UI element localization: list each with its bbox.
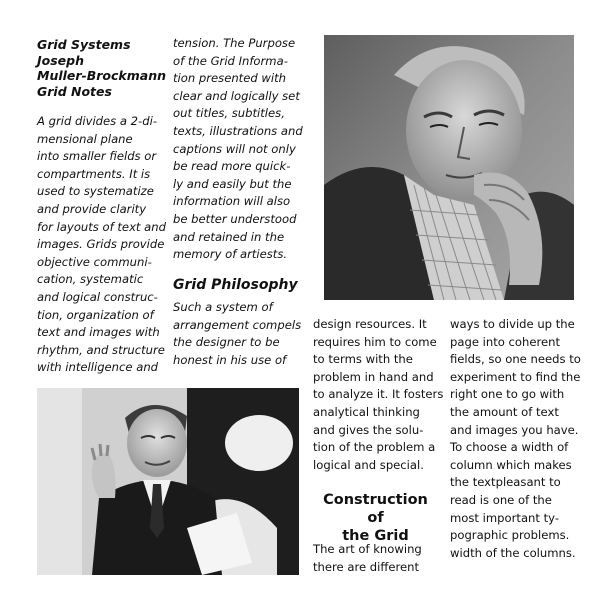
text-line: arrangement compels xyxy=(173,317,302,332)
text-line: most important ty- xyxy=(450,510,560,525)
text-line: to terms with the xyxy=(313,352,413,367)
text-line: requires him to come xyxy=(313,334,437,349)
column-2-text xyxy=(173,35,308,264)
text-line: and logical construc- xyxy=(37,289,158,304)
text-line: memory of artiests. xyxy=(173,247,288,262)
text-line: captions will not only xyxy=(173,141,296,156)
text-line: The art of knowing xyxy=(313,542,422,556)
text-line: and provide clarity xyxy=(37,201,147,216)
text-line: with intelligence and xyxy=(37,360,159,375)
text-line: of the Grid Informa- xyxy=(173,53,288,68)
grid-philosophy-heading: Grid Philosophy xyxy=(173,277,298,293)
title-line: Grid Notes xyxy=(37,83,112,99)
heading-line: Construction of xyxy=(323,492,428,526)
text-line: design resources. It xyxy=(313,317,427,331)
text-line: honest in his use of xyxy=(173,352,287,367)
text-line: read is one of the xyxy=(450,492,552,507)
text-line: experiment to find the xyxy=(450,369,581,384)
column-3-text xyxy=(313,316,453,474)
text-line: A grid divides a 2-di- xyxy=(37,114,158,128)
text-line: the designer to be xyxy=(173,335,280,350)
text-line: logical and special. xyxy=(313,457,424,472)
construction-heading xyxy=(313,491,438,545)
text-line: width of the columns. xyxy=(450,545,576,560)
text-line: tension. The Purpose xyxy=(173,36,296,50)
text-line: cation, systematic xyxy=(37,272,144,287)
title-line: Grid Systems xyxy=(37,37,131,52)
text-line: to analyze it. It fosters xyxy=(313,387,444,402)
text-line: for layouts of text and xyxy=(37,219,166,234)
text-line: ways to divide up the xyxy=(450,317,575,331)
text-line: and retained in the xyxy=(173,229,285,244)
title-line: Joseph xyxy=(37,52,85,68)
title-block xyxy=(37,37,167,99)
column-3-text-continued xyxy=(313,541,453,576)
text-line: analytical thinking xyxy=(313,404,420,419)
portrait-photo-bottom xyxy=(37,388,299,575)
text-line: text and images with xyxy=(37,325,160,340)
text-line: ly and easily but the xyxy=(173,176,292,191)
text-line: Such a system of xyxy=(173,300,273,314)
text-line: problem in hand and xyxy=(313,369,434,384)
column-1-text xyxy=(37,113,167,377)
text-line: right one to go with xyxy=(450,387,565,402)
text-line: compartments. It is xyxy=(37,166,151,181)
text-line: page into coherent xyxy=(450,334,561,349)
text-line: mensional plane xyxy=(37,131,133,146)
text-line: the textpleasant to xyxy=(450,475,561,490)
column-4-text xyxy=(450,316,585,562)
text-line: information will also xyxy=(173,194,291,209)
text-line: out titles, subtitles, xyxy=(173,106,285,121)
text-line: and gives the solu- xyxy=(313,422,424,437)
text-line: tion presented with xyxy=(173,71,286,86)
text-line: column which makes xyxy=(450,457,572,472)
text-line: be read more quick- xyxy=(173,159,291,174)
text-line: be better understood xyxy=(173,211,297,226)
text-line: there are different xyxy=(313,559,420,574)
text-line: into smaller fields or xyxy=(37,149,157,164)
text-line: texts, illustrations and xyxy=(173,123,303,138)
text-line: the amount of text xyxy=(450,404,559,419)
text-line: pographic problems. xyxy=(450,528,570,543)
text-line: clear and logically set xyxy=(173,88,300,103)
column-2-text-continued xyxy=(173,299,308,369)
text-line: objective communi- xyxy=(37,254,152,269)
text-line: To choose a width of xyxy=(450,440,569,455)
text-line: tion of the problem a xyxy=(313,440,436,455)
text-line: used to systematize xyxy=(37,184,154,199)
text-line: tion, organization of xyxy=(37,307,154,322)
text-line: fields, so one needs to xyxy=(450,352,581,367)
text-line: images. Grids provide xyxy=(37,237,165,252)
text-line: rhythm, and structure xyxy=(37,342,165,357)
title-line: Muller-Brockmann xyxy=(37,68,166,83)
text-line: and images you have. xyxy=(450,422,579,437)
portrait-photo-top xyxy=(324,35,574,300)
heading-line: the Grid xyxy=(342,528,409,544)
